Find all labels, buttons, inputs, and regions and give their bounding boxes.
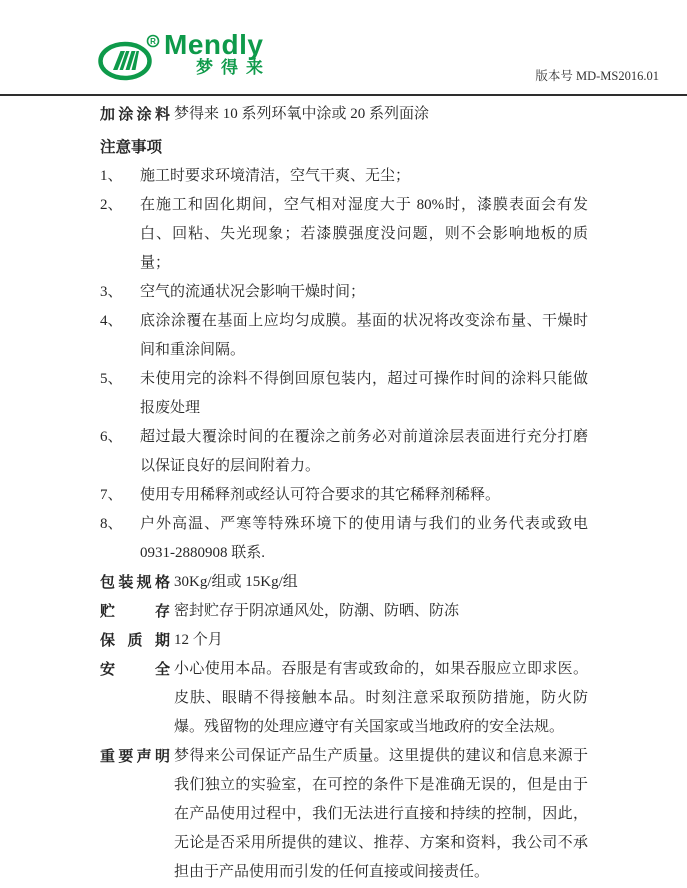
note-item-6	[100, 423, 588, 481]
notes-heading: 注意事项	[100, 139, 163, 156]
note-text: 未使用完的涂料不得倒回原包装内，超过可操作时间的涂料只能做报废处理	[140, 371, 588, 416]
note-number: 2、	[100, 197, 123, 213]
note-text: 空气的流通状况会影响干燥时间；	[140, 284, 366, 300]
safety-row	[100, 655, 588, 742]
note-text: 施工时要求环境清洁，空气干爽、无尘；	[140, 168, 411, 184]
note-item-8	[100, 510, 588, 568]
disclaimer-row	[100, 742, 588, 887]
note-number: 5、	[100, 371, 123, 387]
note-number: 6、	[100, 429, 123, 445]
storage-row	[100, 597, 588, 626]
note-text: 底涂涂覆在基面上应均匀成膜。基面的状况将改变涂布量、干燥时间和重涂间隔。	[140, 313, 588, 358]
note-item-3	[100, 278, 588, 307]
recoat-row	[100, 100, 588, 129]
note-text: 使用专用稀释剂或经认可符合要求的其它稀释剂稀释。	[140, 487, 501, 503]
note-item-5	[100, 365, 588, 423]
disclaimer-value: 梦得来公司保证产品生产质量。这里提供的建议和信息来源于我们独立的实验室，在可控的条件下是准确无误的，但是由于在产品使用过程中，我们无法进行直接和持续的控制，因此，无论是否采用所提供的建议、推荐、方案和资料，我公司不承担由于产品使用而引发的任何直接或间接责任。	[174, 748, 588, 880]
note-number: 4、	[100, 313, 123, 329]
version-number: 版本号 MD-MS2016.01	[535, 69, 659, 83]
note-text: 户外高温、严寒等特殊环境下的使用请与我们的业务代表或致电 0931-2880908 联系.	[140, 516, 588, 561]
note-text: 超过最大覆涂时间的在覆涂之前务必对前道涂层表面进行充分打磨以保证良好的层间附着力。	[140, 429, 588, 474]
shelf-life-value: 12 个月	[174, 632, 223, 648]
brand-logo-text	[164, 29, 271, 78]
page-header	[0, 0, 687, 96]
document-body	[0, 96, 687, 888]
note-number: 3、	[100, 284, 123, 300]
note-number: 1、	[100, 168, 123, 184]
note-item-1	[100, 162, 588, 191]
packaging-row	[100, 568, 588, 597]
packaging-label: 包装规格	[100, 574, 170, 591]
brand-name-en: Mendly	[164, 29, 264, 60]
packaging-value: 30Kg/组或 15Kg/组	[174, 574, 298, 590]
disclaimer-label: 重要声明	[100, 748, 170, 765]
note-item-7	[100, 481, 588, 510]
note-number: 8、	[100, 516, 123, 532]
brand-name-cn: 梦得来	[196, 58, 271, 77]
note-item-4	[100, 307, 588, 365]
mendly-oval-m-icon	[98, 28, 160, 86]
note-text: 在施工和固化期间，空气相对湿度大于 80%时，漆膜表面会有发白、回粘、失光现象；若漆膜强度没问题，则不会影响地板的质量；	[140, 197, 588, 271]
shelf-life-row	[100, 626, 588, 655]
storage-label: 贮存	[100, 603, 170, 620]
recoat-label: 加涂涂料	[100, 106, 170, 123]
storage-value: 密封贮存于阴凉通风处，防潮、防晒、防冻	[174, 603, 460, 619]
note-number: 7、	[100, 487, 123, 503]
recoat-value: 梦得来 10 系列环氧中涂或 20 系列面涂	[174, 106, 430, 122]
shelf-life-label: 保质期	[100, 632, 170, 649]
note-item-2	[100, 191, 588, 278]
safety-label: 安全	[100, 661, 170, 678]
notes-list	[100, 162, 588, 568]
registered-mark: R	[150, 37, 156, 46]
safety-value: 小心使用本品。吞服是有害或致命的，如果吞服应立即求医。皮肤、眼睛不得接触本品。时刻注意采取预防措施，防火防爆。残留物的处理应遵守有关国家或当地政府的安全法规。	[174, 661, 588, 735]
brand-logo	[98, 28, 271, 86]
